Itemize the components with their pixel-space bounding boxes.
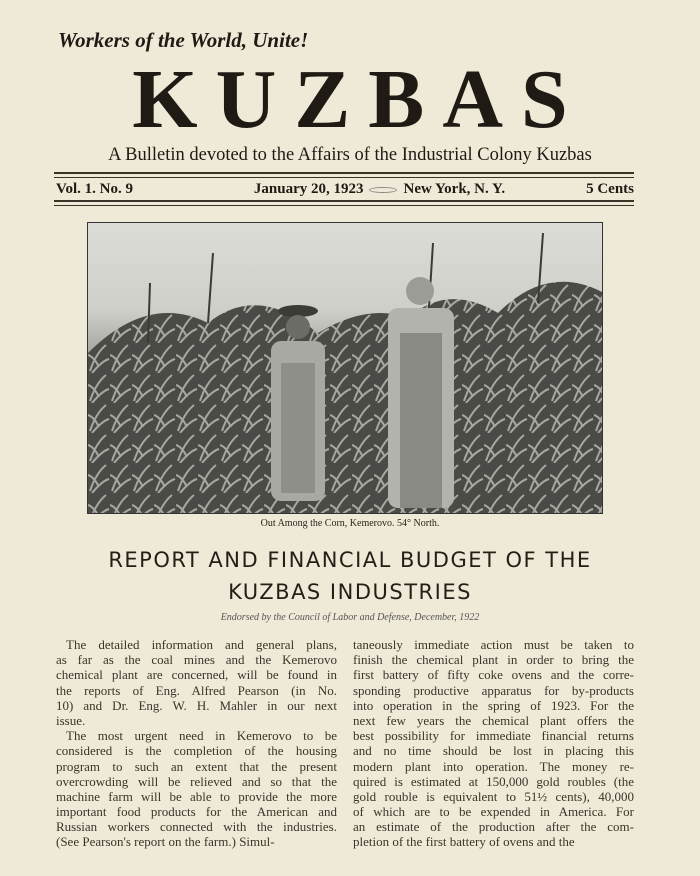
- ornament-icon: [369, 187, 397, 193]
- text-line: first battery of fifty coke ovens and the corre-: [353, 667, 634, 683]
- rule-bottom: [54, 200, 634, 206]
- text-line: overcrowding will be relieved and so that the: [56, 773, 337, 789]
- headline-line-1: REPORT AND FINANCIAL BUDGET OF THE: [108, 548, 592, 572]
- article-column-left: [56, 637, 337, 850]
- figure-right: [388, 277, 454, 508]
- text-line: The most urgent need in Kemerovo to be: [66, 728, 337, 744]
- masthead-title: KUZBAS: [132, 53, 586, 146]
- text-line: next few years the chemical plant offers the: [353, 712, 634, 728]
- text-line: gold rouble is equivalent to 51½ cents), 40,000: [353, 788, 634, 804]
- text-line: quired is estimated at 150,000 gold roubles (the: [353, 773, 634, 789]
- text-line: program to such an extent that the present: [56, 758, 337, 774]
- text-line: modern plant into operation. The money re-: [353, 758, 634, 774]
- text-line: into operation in the spring of 1923. For the: [353, 697, 634, 713]
- issue-place: New York, N. Y.: [403, 181, 506, 197]
- photo-caption: Out Among the Corn, Kemerovo. 54° North.: [260, 518, 440, 529]
- issue-info-bar: [56, 180, 634, 198]
- text-line: important food products for the American and: [56, 804, 337, 820]
- text-line: chemical plant are concerned, will be found in: [56, 667, 337, 683]
- text-line: Russian workers connected with the industries.: [56, 819, 337, 835]
- text-line: of which are to be expended in America. For: [353, 804, 634, 820]
- issue-date: January 20, 1923: [253, 181, 364, 197]
- text-line: and no time should be lost in placing this: [353, 743, 634, 759]
- rule-top: [54, 172, 634, 178]
- text-line: issue.: [56, 712, 86, 728]
- text-line: pletion of the first battery of ovens and the: [353, 834, 575, 850]
- text-line: best possibility for immediate financial returns: [353, 728, 634, 744]
- issue-volume: Vol. 1. No. 9: [56, 181, 133, 197]
- text-line: an estimate of the production after the com-: [353, 819, 634, 835]
- text-line: 10) and Dr. Eng. W. H. Mahler in our next: [56, 697, 337, 713]
- corn-field-image: [88, 223, 603, 514]
- text-line: The detailed information and general plans,: [66, 637, 337, 652]
- issue-price: 5 Cents: [586, 181, 634, 197]
- text-line: finish the chemical plant in order to bring the: [353, 652, 634, 668]
- photo-corn-field: [87, 222, 603, 514]
- text-line: sponding productive apparatus for by-products: [353, 682, 634, 698]
- headline-line-2: KUZBAS INDUSTRIES: [228, 580, 472, 604]
- endorsement: Endorsed by the Council of Labor and Defense, December, 1922: [220, 612, 480, 623]
- text-line: machine farm will be able to provide the more: [56, 788, 337, 804]
- text-line: as far as the coal mines and the Kemerovo: [56, 652, 337, 668]
- text-line: taneously immediate action must be taken to: [353, 637, 634, 652]
- text-line: (See Pearson's report on the farm.) Simul-: [56, 834, 275, 850]
- motto: Workers of the World, Unite!: [58, 28, 309, 52]
- text-line: considered is the completion of the housing: [56, 743, 337, 759]
- masthead-subtitle: A Bulletin devoted to the Affairs of the Industrial Colony Kuzbas: [108, 145, 592, 165]
- text-line: the reports of Eng. Alfred Pearson (in No.: [56, 682, 337, 698]
- article-column-right: [353, 637, 634, 850]
